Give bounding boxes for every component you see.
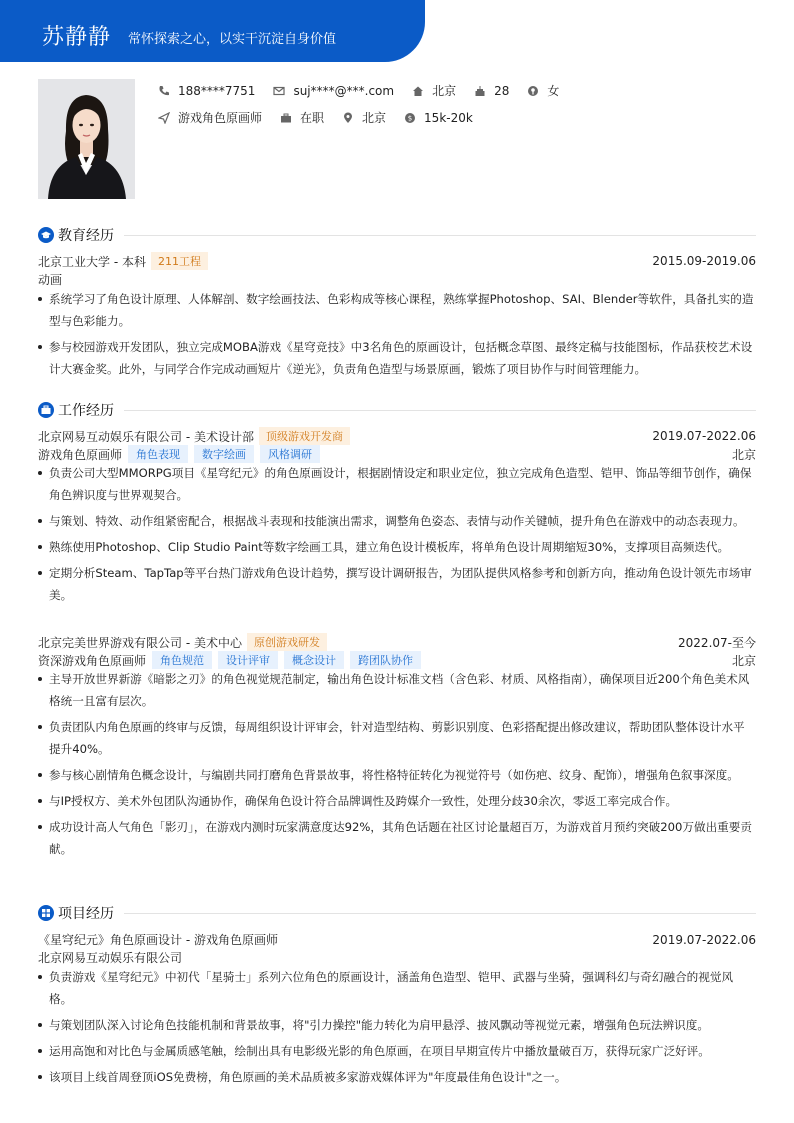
list-item: 运用高饱和对比色与金属质感笔触，绘制出具有电影级光影的角色原画，在项目早期宣传片中播放量破百万，获得玩家广泛好评。	[38, 1040, 756, 1062]
gender-value: 女	[547, 84, 560, 98]
divider	[124, 913, 756, 914]
job-1-bullets	[38, 462, 756, 610]
list-item: 与IP授权方、美术外包团队沟通协作，确保角色设计符合品牌调性及跨媒介一致性，处理分歧30余次，零返工率完成合作。	[38, 790, 756, 812]
education-tag: 211工程	[151, 252, 208, 270]
project-bullets	[38, 966, 756, 1092]
list-item: 定期分析Steam、TapTap等平台热门游戏角色设计趋势，撰写设计调研报告，为团队提供风格参考和创新方向，推动角色设计领先市场审美。	[38, 562, 756, 606]
list-item: 熟练使用Photoshop、Clip Studio Paint等数字绘画工具，建立角色设计模板库，将单角色设计周期缩短30%，支撑项目高频迭代。	[38, 536, 756, 558]
list-item: 与策划、特效、动作组紧密配合，根据战斗表现和技能演出需求，调整角色姿态、表情与动作关键帧，提升角色在游戏中的动态表现力。	[38, 510, 756, 532]
education-date: 2015.09-2019.06	[652, 254, 756, 268]
education-header	[38, 252, 756, 270]
list-item: 主导开放世界新游《暗影之刃》的角色视觉规范制定，输出角色设计标准文档（含色彩、材质、风格指南），确保项目近200个角色美术风格统一且富有层次。	[38, 668, 756, 712]
education-major-row	[38, 271, 756, 288]
work-title: 工作经历	[58, 403, 114, 419]
skill-tag: 角色规范	[152, 651, 212, 669]
svg-text:$: $	[407, 114, 413, 123]
job-2-city: 北京	[731, 653, 756, 668]
project-title: 项目经历	[58, 906, 114, 922]
email-value: suj****@***.com	[293, 83, 395, 98]
email-info	[273, 84, 394, 98]
candidate-motto: 常怀探索之心，以实干沉淀自身价值	[128, 32, 337, 47]
skill-tag: 跨团队协作	[350, 651, 421, 669]
list-item: 与策划团队深入讨论角色技能机制和背景故事，将"引力操控"能力转化为肩甲悬浮、披风飘动等视觉元素，增强角色玩法辨识度。	[38, 1014, 756, 1036]
salary-value: 15k-20k	[424, 110, 473, 125]
project-company-row	[38, 949, 756, 966]
job-1-role: 游戏角色原画师	[38, 447, 123, 462]
job-2-bullets	[38, 668, 756, 864]
location-value: 北京	[362, 111, 387, 125]
mail-icon	[273, 85, 285, 97]
position-info	[158, 109, 262, 126]
candidate-name: 苏静静	[42, 25, 112, 50]
list-item: 负责公司大型MMORPG项目《星穹纪元》的角色原画设计，根据剧情设定和职业定位，独立完成角色造型、铠甲、饰品等细节创作，确保角色辨识度与世界观契合。	[38, 462, 756, 506]
position-value: 游戏角色原画师	[178, 111, 263, 125]
phone-info	[158, 84, 255, 98]
gender-info	[527, 82, 559, 99]
gender-icon	[527, 85, 539, 97]
grid-icon	[38, 905, 54, 921]
education-school: 北京工业大学 - 本科	[38, 254, 146, 269]
skill-tag: 数字绘画	[194, 445, 254, 463]
status-info	[280, 109, 324, 126]
job-2-role: 资深游戏角色原画师	[38, 653, 147, 668]
hometown-info	[412, 82, 456, 99]
list-item: 负责游戏《星穹纪元》中初代「星骑士」系列六位角色的原画设计，涵盖角色造型、铠甲、武器与坐骑，强调科幻与奇幻融合的视觉风格。	[38, 966, 756, 1010]
project-section-title	[38, 903, 756, 923]
salary-info	[404, 111, 473, 125]
job-1-date: 2019.07-2022.06	[652, 429, 756, 443]
send-icon	[158, 112, 170, 124]
education-title: 教育经历	[58, 228, 114, 244]
list-item: 成功设计高人气角色「影刃」，在游戏内测时玩家满意度达92%，其角色话题在社区讨论量超百万，为游戏首月预约突破200万做出重要贡献。	[38, 816, 756, 860]
list-item: 参与校园游戏开发团队，独立完成MOBA游戏《星穹竞技》中3名角色的原画设计，包括概念草图、最终定稿与技能图标，作品获校艺术设计大赛金奖。此外，与同学合作完成动画短片《逆光》，负责角色造型与场景原画，锻炼了项目协作与时间管理能力。	[38, 336, 756, 380]
job-1-company: 北京网易互动娱乐有限公司 - 美术设计部	[38, 429, 254, 444]
job-2-tag: 原创游戏研发	[247, 633, 327, 651]
project-date: 2019.07-2022.06	[652, 932, 756, 947]
project-header	[38, 931, 756, 948]
briefcase-icon	[280, 112, 292, 124]
job-2-role-row	[38, 651, 756, 669]
job-2-date: 2022.07-至今	[678, 635, 756, 650]
skill-tag: 概念设计	[284, 651, 344, 669]
status-value: 在职	[300, 111, 325, 125]
job-1-tag: 顶级游戏开发商	[259, 427, 350, 445]
phone-icon	[158, 85, 170, 97]
skill-tag: 风格调研	[260, 445, 320, 463]
age-info	[474, 84, 509, 98]
header-banner	[0, 0, 425, 62]
job-1-city: 北京	[731, 447, 756, 462]
education-major: 动画	[38, 273, 63, 287]
skill-tag: 设计评审	[218, 651, 278, 669]
phone-value: 188****7751	[178, 83, 256, 98]
cake-icon	[474, 85, 486, 97]
divider	[124, 235, 756, 236]
list-item: 负责团队内角色原画的终审与反馈，每周组织设计评审会，针对造型结构、剪影识别度、色彩搭配提出修改建议，帮助团队整体设计水平提升40%。	[38, 716, 756, 760]
work-section-title	[38, 400, 756, 420]
money-icon	[404, 112, 416, 124]
location-pin-icon	[342, 112, 354, 124]
job-2-company: 北京完美世界游戏有限公司 - 美术中心	[38, 635, 242, 650]
profile-photo	[38, 79, 135, 199]
hometown-value: 北京	[432, 84, 457, 98]
job-1-header	[38, 427, 756, 445]
graduation-cap-icon	[38, 227, 54, 243]
briefcase-icon	[38, 402, 54, 418]
job-2-header	[38, 633, 756, 651]
education-section-title	[38, 225, 756, 245]
skill-tag: 角色表现	[128, 445, 188, 463]
contact-row-2	[158, 109, 491, 126]
project-company: 北京网易互动娱乐有限公司	[38, 951, 183, 965]
list-item: 该项目上线首周登顶iOS免费榜，角色原画的美术品质被多家游戏媒体评为"年度最佳角色设计"之一。	[38, 1066, 756, 1088]
contact-row-1	[158, 82, 577, 99]
age-value: 28	[494, 83, 510, 98]
education-bullets	[38, 288, 756, 384]
job-1-role-row	[38, 445, 756, 463]
location-info	[342, 109, 386, 126]
divider	[124, 410, 756, 411]
home-icon	[412, 85, 424, 97]
list-item: 参与核心剧情角色概念设计，与编剧共同打磨角色背景故事，将性格特征转化为视觉符号（如伤疤、纹身、配饰），增强角色叙事深度。	[38, 764, 756, 786]
project-name: 《星穹纪元》角色原画设计 - 游戏角色原画师	[38, 933, 278, 947]
list-item: 系统学习了角色设计原理、人体解剖、数字绘画技法、色彩构成等核心课程，熟练掌握Photoshop、SAI、Blender等软件，具备扎实的造型与色彩能力。	[38, 288, 756, 332]
